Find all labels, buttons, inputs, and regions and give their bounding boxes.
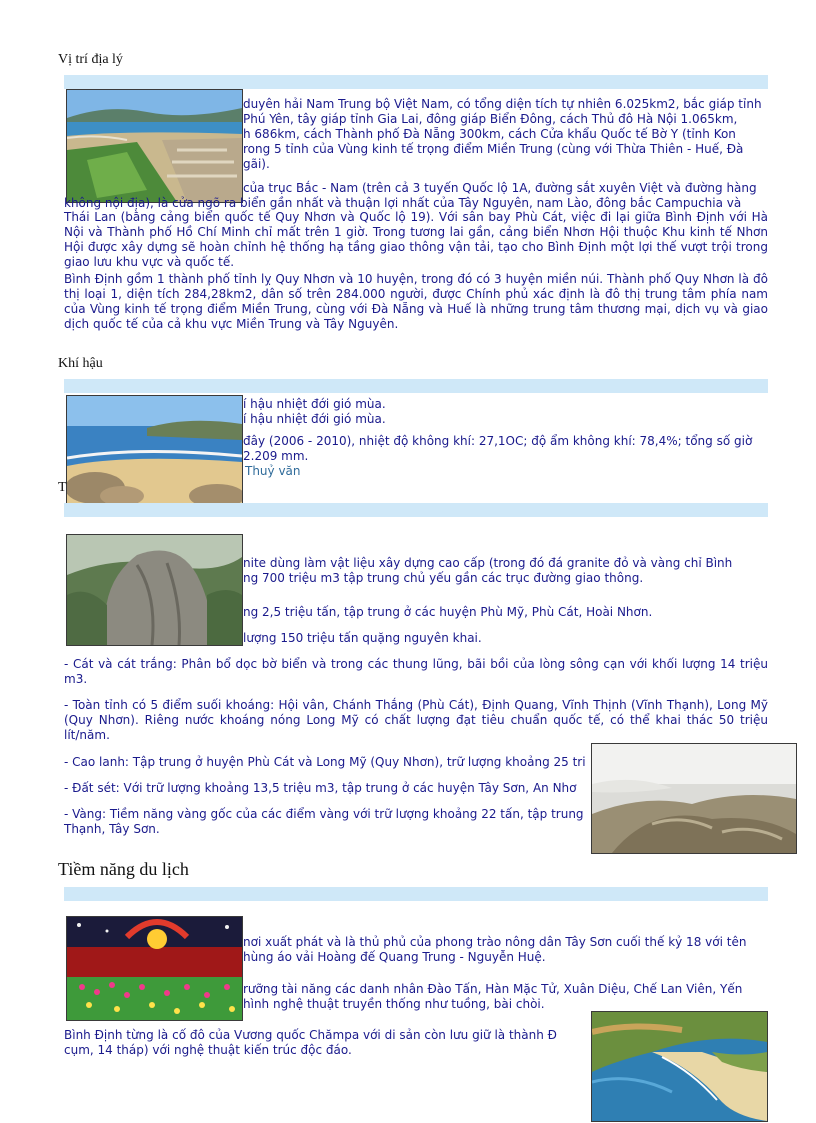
vi-tri-p3: Bình Định gồm 1 thành phố tỉnh lỵ Quy Nhơn và 10 huyện, trong đó có 3 huyện miền núi. Thành phố Quy Nhơn là đô thị loại 1, diện tích 284,28km2, dân số trên 284.000 người, được Chính phủ xác định là đô thị trung tâm phía nam của Vùng kinh tế trọng điểm Miền Trung, cùng với Đà Nẵng và Huế là những trung tâm thương mại, dịch vụ và giao dịch quốc tế của cả khu vực Miền Trung và Tây Nguyên. xyxy=(64,272,768,331)
section-band xyxy=(64,887,768,901)
vang-line-2: Thạnh, Tây Sơn. xyxy=(64,822,160,836)
champa-line-2: cụm, 14 tháp) với nghệ thuật kiến trúc độc đáo. xyxy=(64,1043,352,1057)
dat-set-line: - Đất sét: Với trữ lượng khoảng 13,5 triệu m3, tập trung ở các huyện Tây Sơn, An Nhơ xyxy=(64,781,577,795)
section-band xyxy=(64,379,768,393)
coastal-town-photo xyxy=(66,89,243,203)
text-line: rong 5 tỉnh của Vùng kinh tế trọng điểm Miền Trung (cùng với Thừa Thiên - Huế, Đà xyxy=(243,142,744,156)
suoi-khoang-paragraph: - Toàn tỉnh có 5 điểm suối khoáng: Hội vân, Chánh Thắng (Phù Cát), Định Quang, Vĩnh Thịnh (Vĩnh Thạnh), Long Mỹ (Quy Nhơn). Riêng nước khoáng nóng Long Mỹ có chất lượng đạt tiêu chuẩn quốc tế, có thể khai thác 50 triệu lít/năm. xyxy=(64,698,768,742)
khi-hau-l2: í hậu nhiệt đới gió mùa. xyxy=(243,412,386,426)
heading-khi-hau: Khí hậu xyxy=(58,356,103,371)
champa-line: Bình Định từng là cố đô của Vương quốc Chămpa với di sản còn lưu giữ là thành Đ xyxy=(64,1028,557,1042)
festival-stadium-photo xyxy=(66,916,243,1021)
section-band xyxy=(64,503,768,517)
heading-vi-tri-dia-ly: Vị trí địa lý xyxy=(58,52,123,67)
text-line: gãi). xyxy=(243,157,270,171)
bay-coastline-photo xyxy=(591,1011,768,1122)
text-line: duyên hải Nam Trung bộ Việt Nam, có tổng diện tích tự nhiên 6.025km2, bắc giáp tỉnh xyxy=(243,97,762,111)
granite-rock-photo xyxy=(66,534,243,646)
text-line: Phú Yên, tây giáp tỉnh Gia Lai, đông giáp Biển Đông, cách Thủ đô Hà Nội 1.065km, xyxy=(243,112,738,126)
heading-tiem-nang-du-lich: Tiềm năng du lịch xyxy=(58,859,189,879)
vi-tri-p2-second: không nội địa), là cửa ngõ ra biển gần nhất và thuận lợi nhất của Tây Nguyên, nam Lào, đông bắc Campuchia và xyxy=(64,196,742,210)
du-lich-l2: hùng áo vải Hoàng đế Quang Trung - Nguyễn Huệ. xyxy=(243,950,546,964)
du-lich-l3: rưỡng tài năng các danh nhân Đào Tấn, Hàn Mặc Tử, Xuân Diệu, Chế Lan Viên, Yến xyxy=(243,982,743,996)
vi-tri-p2-rest: Thái Lan (bằng cảng biển quốc tế Quy Nhơn và Quốc lộ 19). Với sân bay Phù Cát, việc đi lại giữa Bình Định với Hà Nội và Thành phố Hồ Chí Minh chỉ mất trên 1 giờ. Trong tương lai gần, cảng biển Nhơn Hội thuộc Khu kinh tế Nhơn Hội được xây dựng sẽ hoàn chỉnh hệ thống hạ tầng giao thông vận tải, tạo cho Bình Định một lợi thế vượt trội trong giao lưu khu vực và quốc tế. xyxy=(64,210,768,269)
du-lich-l1: nơi xuất phát và là thủ phủ của phong trào nông dân Tây Sơn cuối thế kỷ 18 với tên xyxy=(243,935,747,949)
vang-line: - Vàng: Tiềm năng vàng gốc của các điểm vàng với trữ lượng khoảng 22 tấn, tập trung xyxy=(64,807,584,821)
tai-nguyen-l4: lượng 150 triệu tấn quặng nguyên khai. xyxy=(243,631,482,645)
cat-trang-paragraph: - Cát và cát trắng: Phân bổ dọc bờ biển và trong các thung lũng, bãi bồi của lòng sông cạn với khối lượng 14 triệu m3. xyxy=(64,657,768,686)
cao-lanh-line: - Cao lanh: Tập trung ở huyện Phù Cát và Long Mỹ (Quy Nhơn), trữ lượng khoảng 25 tri xyxy=(64,755,586,769)
vi-tri-intro-lines xyxy=(243,97,766,172)
thuy-van-label: Thuỷ văn xyxy=(245,464,301,478)
text-line: h 686km, cách Thành phố Đà Nẵng 300km, cách Cửa khẩu Quốc tế Bờ Y (tỉnh Kon xyxy=(243,127,736,141)
tai-nguyen-l2: ng 700 triệu m3 tập trung chủ yếu gần các trục đường giao thông. xyxy=(243,571,644,585)
tai-nguyen-l1: nite dùng làm vật liệu xây dựng cao cấp (trong đó đá granite đỏ và vàng chỉ Bình xyxy=(243,556,733,570)
khi-hau-l3: đây (2006 - 2010), nhiệt độ không khí: 27,1OC; độ ẩm không khí: 78,4%; tổng số giờ xyxy=(243,434,753,448)
beach-photo xyxy=(66,395,243,507)
vi-tri-p2-first: của trục Bắc - Nam (trên cả 3 tuyến Quốc lộ 1A, đường sắt xuyên Việt và đường hàng xyxy=(243,181,757,195)
heading-fragment-t: T xyxy=(58,480,67,495)
rocky-coast-photo xyxy=(591,743,797,854)
khi-hau-l1: í hậu nhiệt đới gió mùa. xyxy=(243,397,386,411)
du-lich-l4: hình nghệ thuật truyền thống như tuồng, bài chòi. xyxy=(243,997,545,1011)
tai-nguyen-l3: ng 2,5 triệu tấn, tập trung ở các huyện Phù Mỹ, Phù Cát, Hoài Nhơn. xyxy=(243,605,653,619)
section-band xyxy=(64,75,768,89)
khi-hau-l4: 2.209 mm. xyxy=(243,449,309,463)
